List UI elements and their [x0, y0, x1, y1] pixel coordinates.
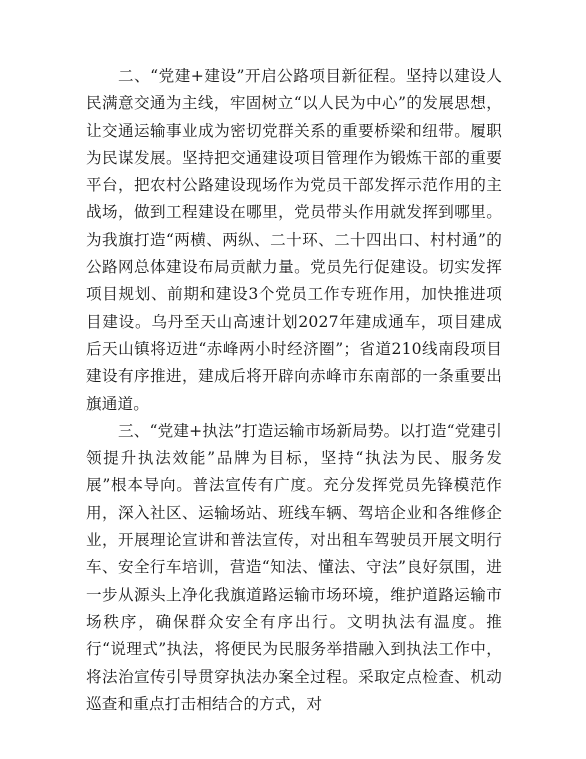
paragraph-party-building-law-enforcement: 三、“党建+执法”打造运输市场新局势。以打造“党建引领提升执法效能”品牌为目标，坚持“执法为民、服务发展”根本导向。普法宣传有广度。充分发挥党员先锋模范作用，深入社区、运输场站、班线车辆、驾培企业和各维修企业，开展理论宣讲和普法宣传，对出租车驾驶员开展文明行车、安全行车培训，营造“知法、懂法、守法”良好氛围，进一步从源头上净化我旗道路运输市场环境，维护道路运输市场秩序，确保群众安全有序出行。文明执法有温度。推行“说理式”执法，将便民为民服务举措融入到执法工作中，将法治宣传引导贯穿执法办案全过程。采取定点检查、机动巡查和重点打击相结合的方式，对: [86, 421, 502, 713]
document-body: [86, 63, 502, 718]
paragraph-party-building-construction: 二、“党建+建设”开启公路项目新征程。坚持以建设人民满意交通为主线，牢固树立“以人民为中心”的发展思想，让交通运输事业成为密切党群关系的重要桥梁和纽带。履职为民谋发展。坚持把交通建设项目管理作为锻炼干部的重要平台，把农村公路建设现场作为党员干部发挥示范作用的主战场，做到工程建设在哪里，党员带头作用就发挥到哪里。为我旗打造“两横、两纵、二十环、二十四出口、村村通”的公路网总体建设布局贡献力量。党员先行促建设。切实发挥项目规划、前期和建设3个党员工作专班作用，加快推进项目建设。乌丹至天山高速计划2027年建成通车，项目建成后天山镇将迈进“赤峰两小时经济圈”；省道210线南段项目建设有序推进，建成后将开辟向赤峰市东南部的一条重要出旗通道。: [86, 67, 502, 413]
